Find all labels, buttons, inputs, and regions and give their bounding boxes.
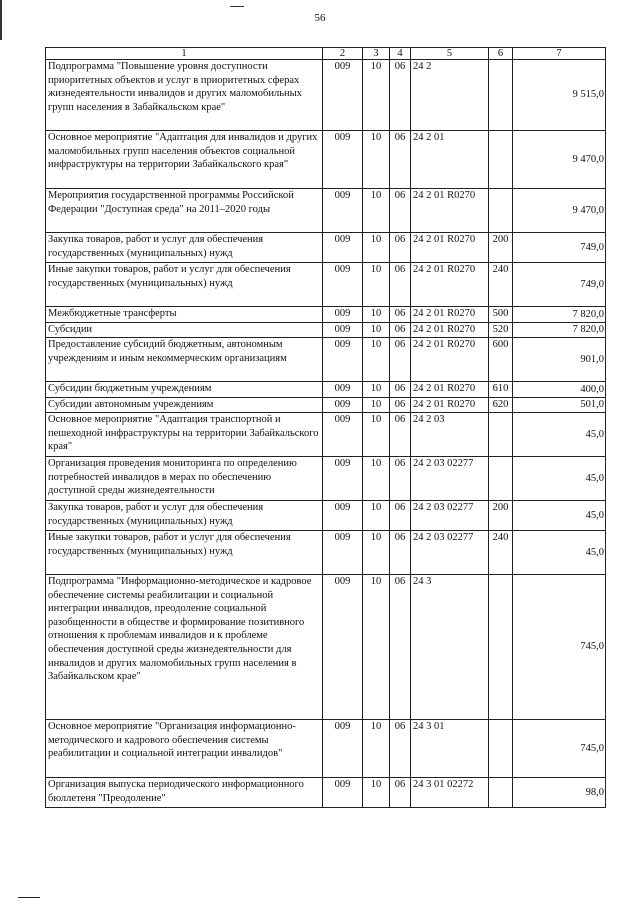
row-amount: 45,0 — [513, 413, 606, 457]
row-expense-type — [489, 189, 513, 233]
row-name: Закупка товаров, работ и услуг для обеспечения государственных (муниципальных) нужд — [46, 501, 323, 531]
table-row — [46, 323, 606, 338]
row-amount: 7 820,0 — [513, 307, 606, 323]
row-amount: 9 470,0 — [513, 189, 606, 233]
row-expense-type: 200 — [489, 501, 513, 531]
row-name: Межбюджетные трансферты — [46, 307, 323, 323]
row-section-code: 10 — [363, 778, 390, 808]
scan-mark — [230, 6, 244, 7]
table-row — [46, 307, 606, 323]
row-ved-code: 009 — [323, 457, 363, 501]
row-ved-code: 009 — [323, 720, 363, 778]
row-name: Иные закупки товаров, работ и услуг для обеспечения государственных (муниципальных) нужд — [46, 531, 323, 575]
row-name: Основное мероприятие "Адаптация транспортной и пешеходной инфраструктуры на территории Забайкальского края" — [46, 413, 323, 457]
row-amount: 45,0 — [513, 501, 606, 531]
table-row — [46, 189, 606, 233]
row-target-article: 24 2 03 02277 — [411, 531, 489, 575]
row-name: Основное мероприятие "Организация информационно-методического и кадрового обеспечения системы реабилитации и социальной интеграции инвалидов" — [46, 720, 323, 778]
row-name: Организация выпуска периодического информационного бюллетеня "Преодоление" — [46, 778, 323, 808]
row-target-article: 24 3 01 02272 — [411, 778, 489, 808]
column-header: 2 — [323, 48, 363, 60]
row-section-code: 10 — [363, 531, 390, 575]
row-target-article: 24 3 01 — [411, 720, 489, 778]
table-row — [46, 131, 606, 189]
row-expense-type — [489, 778, 513, 808]
row-target-article: 24 2 01 R0270 — [411, 338, 489, 382]
row-section-code: 10 — [363, 575, 390, 720]
row-section-code: 10 — [363, 501, 390, 531]
row-section-code: 10 — [363, 307, 390, 323]
row-amount: 45,0 — [513, 457, 606, 501]
table-row — [46, 531, 606, 575]
row-section-code: 10 — [363, 382, 390, 398]
row-section-code: 10 — [363, 398, 390, 413]
row-subsection-code: 06 — [390, 323, 411, 338]
row-ved-code: 009 — [323, 778, 363, 808]
table-row — [46, 457, 606, 501]
row-expense-type — [489, 457, 513, 501]
row-amount: 501,0 — [513, 398, 606, 413]
row-subsection-code: 06 — [390, 60, 411, 131]
row-expense-type: 610 — [489, 382, 513, 398]
row-expense-type: 520 — [489, 323, 513, 338]
row-name: Организация проведения мониторинга по определению потребностей инвалидов в мерах по обеспечению доступной среды жизнедеятельности — [46, 457, 323, 501]
row-amount: 745,0 — [513, 720, 606, 778]
row-expense-type: 500 — [489, 307, 513, 323]
row-amount: 98,0 — [513, 778, 606, 808]
row-expense-type — [489, 413, 513, 457]
row-section-code: 10 — [363, 233, 390, 263]
row-subsection-code: 06 — [390, 720, 411, 778]
row-subsection-code: 06 — [390, 413, 411, 457]
row-name: Предоставление субсидий бюджетным, автономным учреждениям и иным некоммерческим организациям — [46, 338, 323, 382]
row-expense-type: 200 — [489, 233, 513, 263]
row-expense-type: 620 — [489, 398, 513, 413]
row-amount: 7 820,0 — [513, 323, 606, 338]
scan-mark-bottom — [18, 897, 40, 898]
row-subsection-code: 06 — [390, 531, 411, 575]
row-expense-type: 240 — [489, 263, 513, 307]
row-name: Закупка товаров, работ и услуг для обеспечения государственных (муниципальных) нужд — [46, 233, 323, 263]
row-expense-type — [489, 131, 513, 189]
row-amount: 749,0 — [513, 263, 606, 307]
column-header: 4 — [390, 48, 411, 60]
row-amount: 749,0 — [513, 233, 606, 263]
row-ved-code: 009 — [323, 501, 363, 531]
row-subsection-code: 06 — [390, 398, 411, 413]
row-subsection-code: 06 — [390, 189, 411, 233]
row-expense-type — [489, 720, 513, 778]
row-target-article: 24 2 01 R0270 — [411, 307, 489, 323]
table-row — [46, 338, 606, 382]
table-row — [46, 720, 606, 778]
row-amount: 9 470,0 — [513, 131, 606, 189]
row-name: Субсидии бюджетным учреждениям — [46, 382, 323, 398]
row-ved-code: 009 — [323, 531, 363, 575]
row-ved-code: 009 — [323, 413, 363, 457]
row-name: Подпрограмма "Информационно-методическое и кадровое обеспечение системы реабилитации и социальной интеграции инвалидов, преодоление социальной разобщенности в обществе и формирование позитивного отношения к проблемам инвалидов и к проблеме обеспечения доступной среды жизнедеятельности для инвалидов и других маломобильных групп населения в Забайкальском крае" — [46, 575, 323, 720]
row-ved-code: 009 — [323, 263, 363, 307]
row-ved-code: 009 — [323, 575, 363, 720]
row-ved-code: 009 — [323, 60, 363, 131]
row-amount: 901,0 — [513, 338, 606, 382]
row-section-code: 10 — [363, 720, 390, 778]
row-target-article: 24 2 01 R0270 — [411, 233, 489, 263]
row-target-article: 24 2 01 R0270 — [411, 189, 489, 233]
row-name: Подпрограмма "Повышение уровня доступности приоритетных объектов и услуг в приоритетных сферах жизнедеятельности инвалидов и других маломобильных групп населения в Забайкальском крае" — [46, 60, 323, 131]
row-expense-type — [489, 60, 513, 131]
column-header: 1 — [46, 48, 323, 60]
row-ved-code: 009 — [323, 131, 363, 189]
row-name: Субсидии — [46, 323, 323, 338]
table-row — [46, 413, 606, 457]
row-amount: 9 515,0 — [513, 60, 606, 131]
row-ved-code: 009 — [323, 189, 363, 233]
row-target-article: 24 2 03 02277 — [411, 501, 489, 531]
row-expense-type — [489, 575, 513, 720]
row-section-code: 10 — [363, 457, 390, 501]
row-target-article: 24 2 03 02277 — [411, 457, 489, 501]
row-target-article: 24 2 03 — [411, 413, 489, 457]
row-expense-type: 240 — [489, 531, 513, 575]
row-subsection-code: 06 — [390, 263, 411, 307]
row-subsection-code: 06 — [390, 501, 411, 531]
row-amount: 745,0 — [513, 575, 606, 720]
table-row — [46, 382, 606, 398]
row-target-article: 24 2 — [411, 60, 489, 131]
column-header: 3 — [363, 48, 390, 60]
row-subsection-code: 06 — [390, 778, 411, 808]
row-amount: 45,0 — [513, 531, 606, 575]
row-target-article: 24 3 — [411, 575, 489, 720]
table-row — [46, 233, 606, 263]
row-subsection-code: 06 — [390, 382, 411, 398]
row-ved-code: 009 — [323, 398, 363, 413]
column-header: 5 — [411, 48, 489, 60]
row-subsection-code: 06 — [390, 457, 411, 501]
budget-table — [45, 47, 606, 808]
row-target-article: 24 2 01 R0270 — [411, 382, 489, 398]
header-row — [46, 48, 606, 60]
row-section-code: 10 — [363, 338, 390, 382]
row-section-code: 10 — [363, 189, 390, 233]
row-target-article: 24 2 01 — [411, 131, 489, 189]
row-section-code: 10 — [363, 131, 390, 189]
row-subsection-code: 06 — [390, 233, 411, 263]
column-header: 7 — [513, 48, 606, 60]
row-subsection-code: 06 — [390, 307, 411, 323]
row-name: Мероприятия государственной программы Российской Федерации "Доступная среда" на 2011–2020 годы — [46, 189, 323, 233]
row-section-code: 10 — [363, 60, 390, 131]
row-section-code: 10 — [363, 413, 390, 457]
row-ved-code: 009 — [323, 233, 363, 263]
table-row — [46, 60, 606, 131]
row-target-article: 24 2 01 R0270 — [411, 323, 489, 338]
page-number: 56 — [314, 12, 326, 24]
row-name: Основное мероприятие "Адаптация для инвалидов и других маломобильных групп населения объектов социальной инфраструктуры на территории Забайкальского края" — [46, 131, 323, 189]
row-target-article: 24 2 01 R0270 — [411, 398, 489, 413]
column-header: 6 — [489, 48, 513, 60]
row-ved-code: 009 — [323, 307, 363, 323]
row-amount: 400,0 — [513, 382, 606, 398]
row-name: Иные закупки товаров, работ и услуг для обеспечения государственных (муниципальных) нужд — [46, 263, 323, 307]
table-row — [46, 501, 606, 531]
row-subsection-code: 06 — [390, 131, 411, 189]
row-ved-code: 009 — [323, 323, 363, 338]
table-row — [46, 263, 606, 307]
table-row — [46, 398, 606, 413]
table-row — [46, 778, 606, 808]
row-expense-type: 600 — [489, 338, 513, 382]
row-section-code: 10 — [363, 323, 390, 338]
row-subsection-code: 06 — [390, 338, 411, 382]
row-name: Субсидии автономным учреждениям — [46, 398, 323, 413]
table-row — [46, 575, 606, 720]
row-section-code: 10 — [363, 263, 390, 307]
row-subsection-code: 06 — [390, 575, 411, 720]
row-ved-code: 009 — [323, 382, 363, 398]
row-ved-code: 009 — [323, 338, 363, 382]
row-target-article: 24 2 01 R0270 — [411, 263, 489, 307]
